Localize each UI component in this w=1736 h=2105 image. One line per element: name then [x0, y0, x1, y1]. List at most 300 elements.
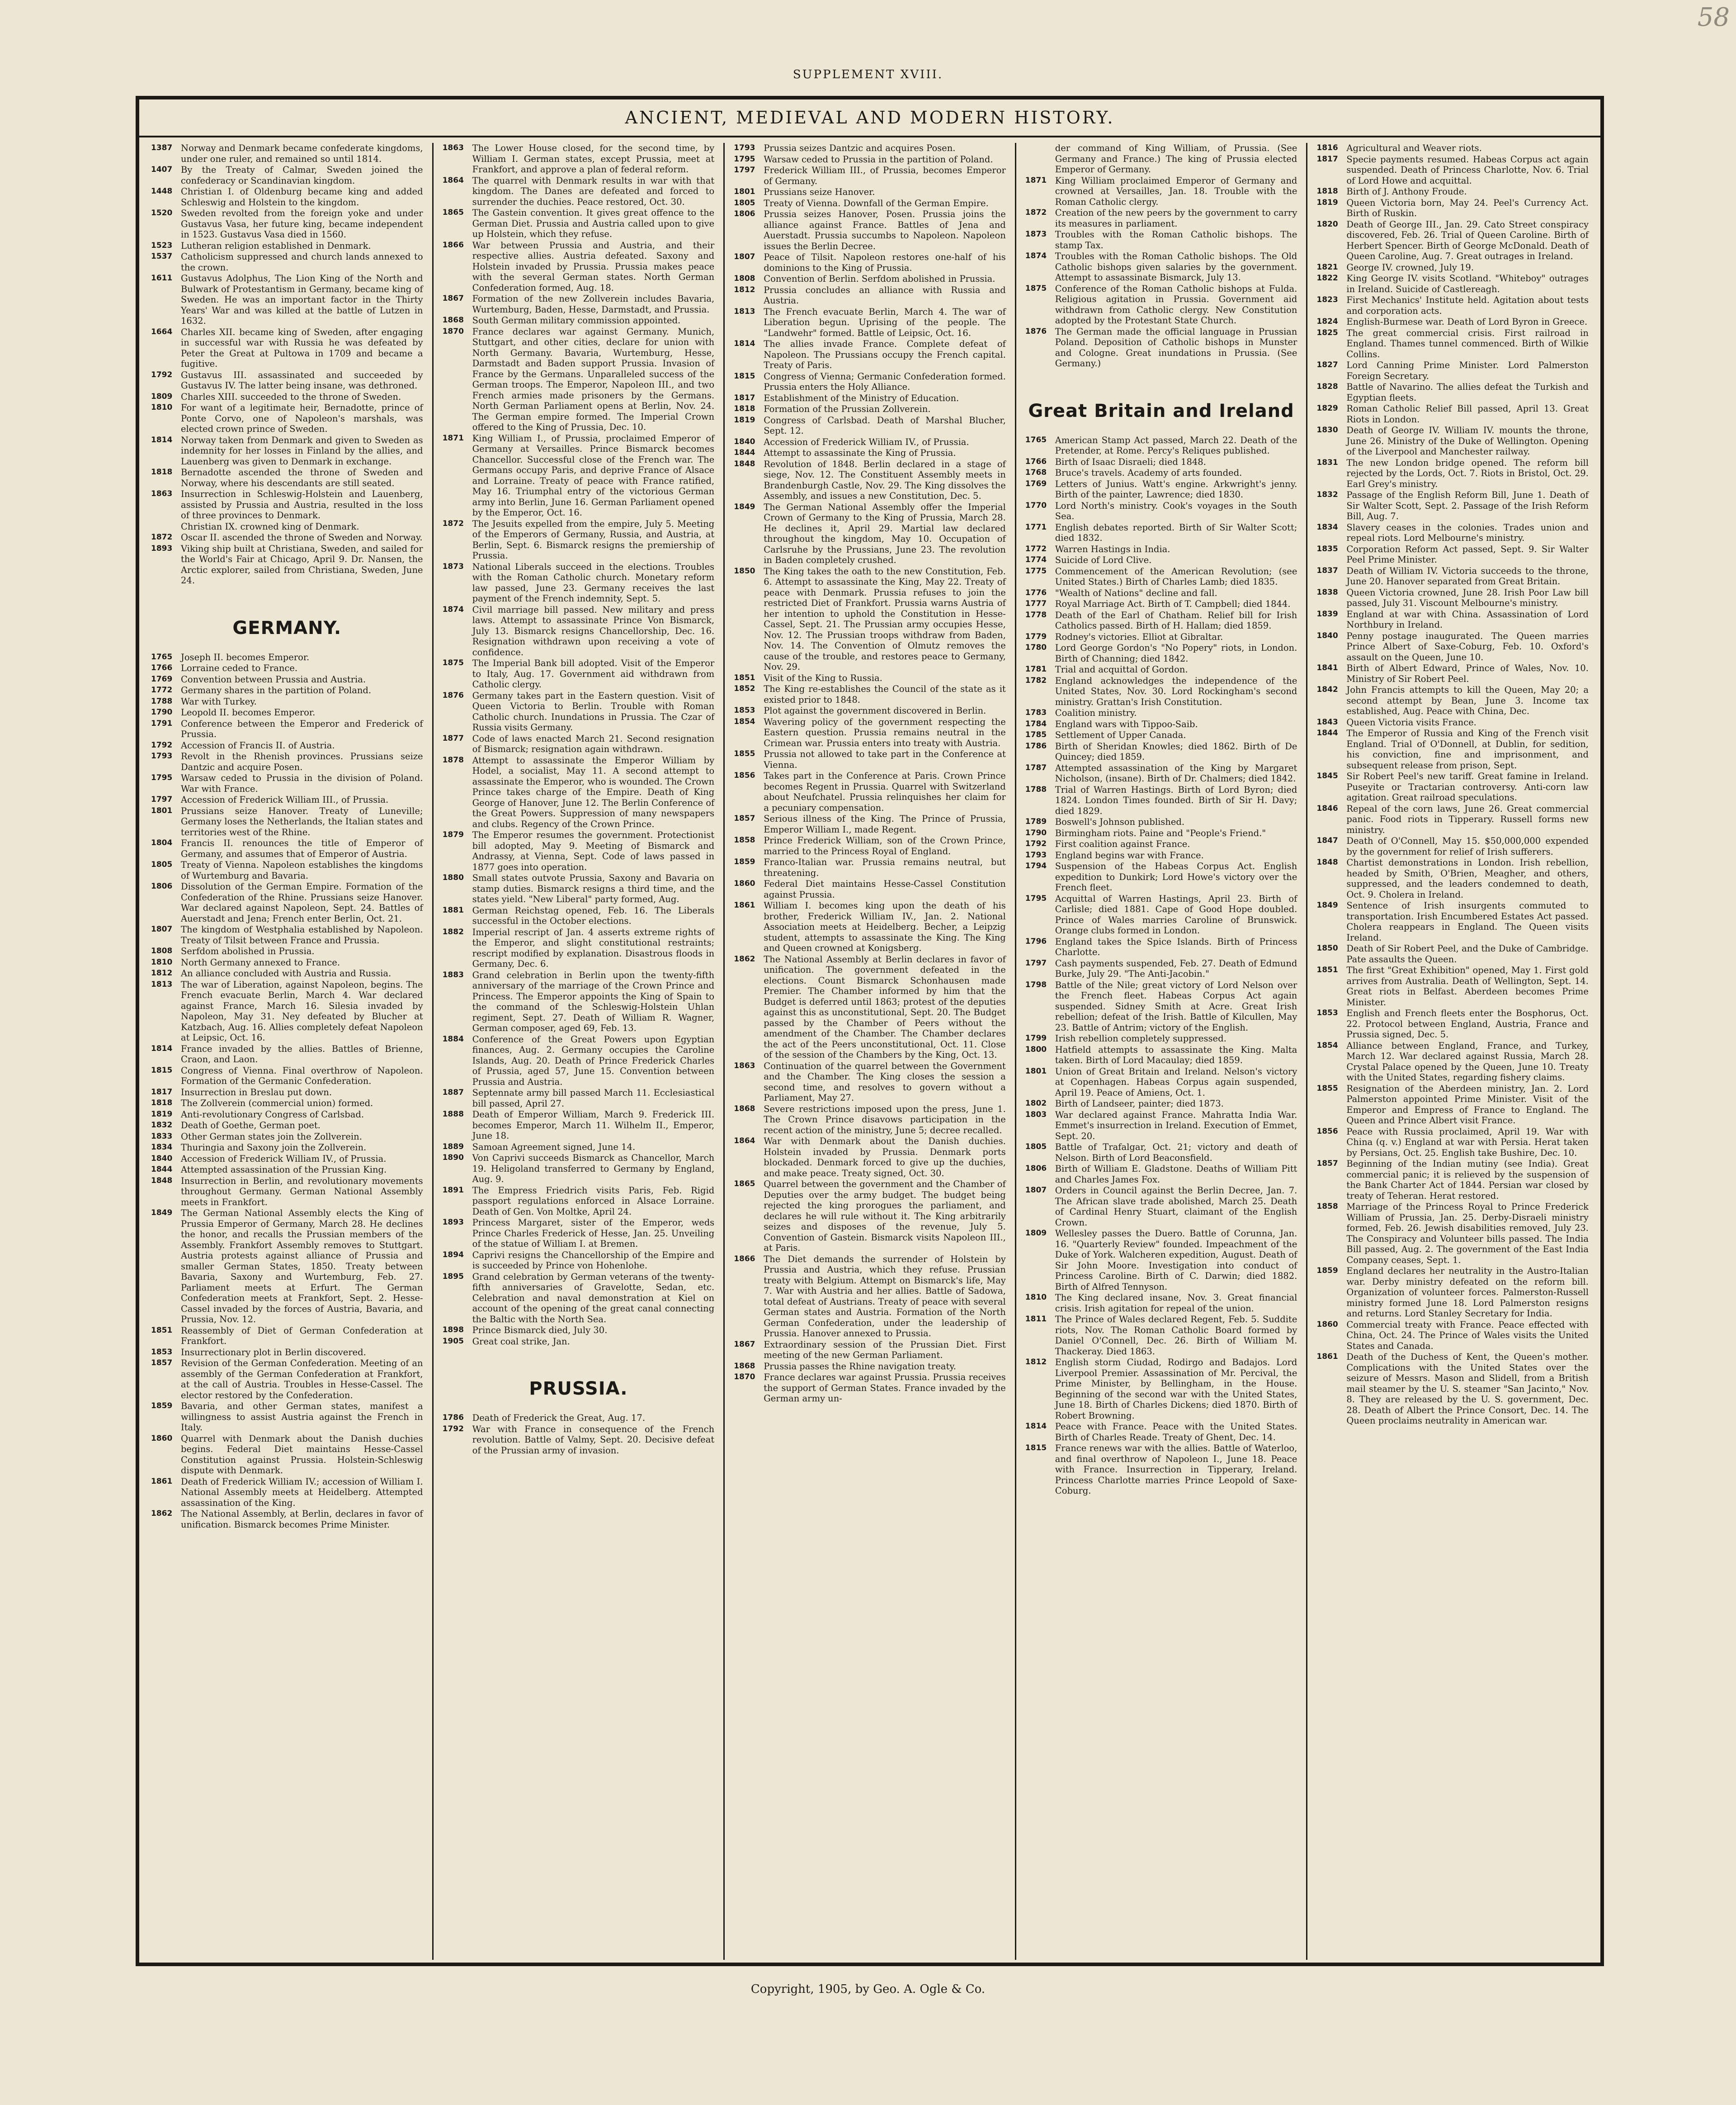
entry-text: Conference of the Great Powers upon Egyptian finances, Aug. 2. Germany occupies the Caroline Islands, Aug. 20. Death of Prince Frederick Charles of Prussia, aged 57, June 15. Convention between Prussia and Austria. [472, 1034, 715, 1087]
entry-text: Caprivi resigns the Chancellorship of the Empire and is succeeded by Prince von Hohenlohe. [472, 1249, 715, 1271]
history-entry [151, 652, 423, 663]
history-entry [443, 691, 715, 733]
entry-year: 1838 [1316, 587, 1338, 597]
entry-year: 1857 [734, 814, 755, 823]
history-entry [1316, 857, 1589, 900]
history-entry [151, 1347, 423, 1358]
entry-year: 1819 [151, 1109, 173, 1119]
entry-text: George IV. crowned, July 19. [1346, 262, 1474, 273]
entry-text: Attempted assassination of the King by Margaret Nicholson, (insane). Birth of Dr. Chalmers; died 1842. [1055, 762, 1297, 784]
history-entry [443, 175, 715, 208]
history-entry [151, 521, 423, 532]
entry-year: 1867 [442, 294, 464, 303]
history-entry [734, 154, 1006, 165]
entry-year: 1769 [1025, 479, 1047, 488]
entry-year: 1889 [442, 1142, 464, 1151]
history-entry [443, 830, 715, 872]
history-entry [151, 1142, 423, 1153]
entry-text: English storm Ciudad, Rodirgo and Badajos. Lord Liverpool Premier. Assassination of Mr. Percival, the Prime Minister, by Bellingham, in the House. Beginning of the second war with the United States, June 18. Birth of Charles Dickens; died 1870. Birth of Robert Browning. [1055, 1357, 1297, 1421]
history-entry [1025, 861, 1297, 893]
entry-year: 1805 [1025, 1142, 1047, 1151]
entry-text: Battle of Navarino. The allies defeat the Turkish and Egyptian fleets. [1346, 382, 1589, 403]
entry-text: Accession of Francis II. of Austria. [181, 740, 335, 751]
entry-year: 1768 [1025, 468, 1047, 477]
history-entry [151, 924, 423, 946]
history-entry [151, 1401, 423, 1433]
history-entry [1025, 741, 1297, 762]
entry-text: Royal Marriage Act. Birth of T. Campbell; died 1844. [1055, 599, 1291, 609]
entry-text: Anti-revolutionary Congress of Carlsbad. [181, 1109, 364, 1120]
history-entry [1316, 900, 1589, 943]
history-entry [443, 315, 715, 326]
history-entry [1316, 943, 1589, 965]
history-entry [151, 186, 423, 208]
entry-year: 1863 [442, 143, 464, 152]
entry-text: Bavaria, and other German states, manifest a willingness to assist Austria against the French in Italy. [181, 1401, 423, 1433]
entry-text: Attempt to assassinate the Emperor William by Hodel, a socialist, May 11. A second attempt to assassinate the Emperor, who is wounded. The Crown Prince takes charge of the Empire. Death of King George of Hanover, June 12. The Berlin Conference of the Great Powers. Suppression of many newspapers and clubs. Regency of the Crown Prince. [472, 755, 715, 829]
entry-text: English-Burmese war. Death of Lord Byron in Greece. [1346, 317, 1588, 327]
history-entry [1316, 328, 1589, 360]
entry-year: 1795 [1025, 894, 1047, 903]
history-entry [151, 143, 423, 164]
history-entry [1316, 965, 1589, 1008]
history-entry [1025, 326, 1297, 369]
history-entry [443, 519, 715, 561]
entry-text: Lord George Gordon's "No Popery" riots, in London. Birth of Channing; died 1842. [1055, 643, 1297, 664]
history-entry [1025, 251, 1297, 283]
entry-year: 1804 [151, 838, 173, 847]
entry-text: Troubles with the Roman Catholic bishops. The stamp Tax. [1055, 229, 1297, 251]
entry-year: 1891 [442, 1185, 464, 1195]
entry-year: 1856 [734, 771, 755, 780]
entry-text: Chartist demonstrations in London. Irish rebellion, headed by Smith, O'Brien, Meagher, and others, suppressed, and the leaders condemned to death, Oct. 9. Cholera in Ireland. [1346, 857, 1589, 900]
entry-text: Union of Great Britain and Ireland. Nelson's victory at Copenhagen. Habeas Corpus again suspended, April 19. Peace of Amiens, Oct. 1. [1055, 1066, 1297, 1098]
column-3 [725, 143, 1016, 1960]
entry-text: Formation of the Prussian Zollverein. [764, 404, 931, 414]
history-entry [1316, 382, 1589, 403]
history-entry [1316, 609, 1589, 630]
history-entry [1025, 980, 1297, 1033]
entry-text: Prince Bismarck died, July 30. [472, 1325, 608, 1335]
entry-year: 1850 [734, 566, 755, 576]
entry-text: Death of the Duchess of Kent, the Queen's mother. Complications with the United States over the seizure of Messrs. Mason and Slidell, from a British mail steamer by the U. S. steamer "San Jacinto," Nov. 8. They are released by the U. S. government, Dec. 28. Death of Albert the Prince Consort, Dec. 14. The Queen proclaims neutrality in American war. [1346, 1352, 1589, 1426]
entry-text: Letters of Junius. Watt's engine. Arkwright's jenny. Birth of the painter, Lawrence; died 1830. [1055, 478, 1297, 500]
entry-text: The new London bridge opened. The reform bill rejected by the Lords, Oct. 7. Riots in Bristol, Oct. 29. Earl Grey's ministry. [1346, 457, 1589, 489]
history-entry [1025, 839, 1297, 850]
entry-year: 1805 [151, 860, 173, 869]
entry-year: 1786 [442, 1413, 464, 1422]
entry-text: Lutheran religion established in Denmark. [181, 240, 371, 251]
history-entry [151, 1098, 423, 1109]
history-entry [1316, 804, 1589, 836]
history-entry [443, 1142, 715, 1153]
history-entry [1316, 154, 1589, 186]
history-entry [151, 1208, 423, 1325]
entry-text: Orders in Council against the Berlin Decree, Jan. 7. The African slave trade abolished, March 25. Death of Cardinal Henry Stuart, claimant of the English Crown. [1055, 1185, 1297, 1228]
entry-year: 1844 [1316, 728, 1338, 738]
entry-text: "Wealth of Nations" decline and fall. [1055, 587, 1217, 598]
history-entry [151, 1087, 423, 1098]
entry-year: 1849 [1316, 901, 1338, 910]
entry-year: 1806 [734, 209, 755, 218]
history-entry [1025, 1098, 1297, 1109]
entry-text: North Germany annexed to France. [181, 957, 340, 968]
entry-year: 1864 [734, 1136, 755, 1145]
entry-text: England at war with China. Assassination of Lord Northbury in Ireland. [1346, 609, 1589, 630]
entry-text: Grand celebration in Berlin upon the twenty-fifth anniversary of the marriage of the Crown Prince and Princess. The Emperor appoints the King of Spain to the command of the Schleswig-Holstein Uhlan regiment, Sept. 27. Death of William R. Wagner, German composer, aged 69, Feb. 13. [472, 970, 715, 1033]
entry-text: Revolution of 1848. Berlin declared in a stage of siege, Nov. 12. The Constituent Assembly meets in Brandenburgh Castle, Nov. 29. The King dissolves the Assembly, and issues a new Constitution, Dec. 5. [764, 459, 1006, 501]
entry-year: 1865 [442, 208, 464, 217]
history-entry [151, 1131, 423, 1142]
history-entry [1316, 295, 1589, 316]
history-entry [1025, 1421, 1297, 1443]
entry-text: Birth of J. Anthony Froude. [1346, 186, 1467, 197]
entry-text: Prussia seizes Hanover, Posen. Prussia joins the alliance against France. Battles of Jena and Auerstadt. Prussia succumbs to Napoleon. Napoleon issues the Berlin Decree. [764, 209, 1006, 251]
history-entry [734, 274, 1006, 284]
entry-text: Death of Sir Robert Peel, and the Duke of Cambridge. Pate assaults the Queen. [1346, 943, 1589, 965]
entry-text: Visit of the King to Russia. [764, 672, 882, 683]
entry-year: 1870 [442, 326, 464, 336]
entry-year: 1834 [151, 1143, 173, 1152]
entry-year: 1860 [151, 1433, 173, 1443]
history-entry [734, 1254, 1006, 1339]
history-entry [734, 1061, 1006, 1103]
entry-year: 1844 [734, 448, 755, 457]
entry-text: Leopold II. becomes Emperor. [181, 707, 316, 718]
entry-year: 1860 [734, 879, 755, 888]
entry-year: 1790 [151, 708, 173, 717]
entry-text: Death of Emperor William, March 9. Frederick III. becomes Emperor, March 11. Wilhelm II., Emperor, June 18. [472, 1109, 715, 1141]
entry-text: Samoan Agreement signed, June 14. [472, 1141, 636, 1152]
history-entry [734, 1339, 1006, 1361]
entry-year: 1865 [734, 1179, 755, 1188]
history-entry [1025, 1314, 1297, 1357]
entry-text: Congress of Vienna. Final overthrow of Napoleon. Formation of the Germanic Confederation. [181, 1065, 423, 1086]
entry-text: Princess Margaret, sister of the Emperor, weds Prince Charles Frederick of Hesse, Jan. 25. Unveiling of the statue of William I. at Bremen. [472, 1217, 715, 1249]
entry-text: Sentence of Irish insurgents commuted to transportation. Irish Encumbered Estates Act passed. Cholera reappears in England. The Queen visits Ireland. [1346, 900, 1589, 943]
entry-year: 1664 [151, 327, 173, 336]
history-entry [1316, 186, 1589, 197]
column-5 [1307, 143, 1598, 1960]
entry-text: The National Assembly, at Berlin, declares in favor of unification. Bismarck becomes Prime Minister. [181, 1509, 423, 1530]
entry-text: Prussians seize Hanover. Treaty of Luneville; Germany loses the Netherlands, the Italian states and territories west of the Rhine. [181, 805, 423, 837]
entry-year: 1812 [1025, 1358, 1047, 1367]
history-entry [1316, 273, 1589, 294]
entry-text: Prussia not allowed to take part in the Conference at Vienna. [764, 749, 1006, 770]
entry-text: Death of Frederick the Great, Aug. 17. [472, 1413, 646, 1423]
history-entry [443, 326, 715, 433]
history-entry [734, 339, 1006, 371]
page-number: 58 [1697, 3, 1730, 32]
entry-text: Suspension of the Habeas Corpus Act. English expedition to Dunkirk; Lord Howe's victory over the French fleet. [1055, 861, 1297, 893]
entry-year: 1817 [151, 1087, 173, 1097]
history-entry [151, 435, 423, 467]
entry-text: King William I., of Prussia, proclaimed Emperor of Germany at Versailles. Prince Bismarck becomes Chancellor. Successful close of the French war. The Germans occupy Paris, and deprive France of Alsace and Lorraine. Treaty of peace with France ratified, May 16. Triumphal entry of the victorious German army into Berlin, June 16. German Parliament opened by the Emperor, Oct. 16. [472, 433, 715, 518]
entry-text: English debates reported. Birth of Sir Walter Scott; died 1832. [1055, 522, 1297, 543]
entry-text: The Imperial Bank bill adopted. Visit of the Emperor to Italy, Aug. 17. Government aid withdrawn from Catholic clergy. [472, 658, 715, 690]
entry-text: The allies invade France. Complete defeat of Napoleon. The Prussians occupy the French capital. Treaty of Paris. [764, 339, 1006, 370]
entry-year: 1801 [734, 187, 755, 196]
entry-text: The Emperor of Russia and King of the French visit England. Trial of O'Donnell, at Dublin, for sedition, his conviction, fine and imprisonment, and subsequent release from prison, Sept. [1346, 728, 1589, 771]
entry-text: England wars with Tippoo-Saib. [1055, 719, 1198, 729]
entry-text: The Jesuits expelled from the empire, July 5. Meeting of the Emperors of Germany, Russia, and Austria, at Berlin, Sept. 6. Bismarck resigns the premiership of Prussia. [472, 518, 715, 561]
history-entry [734, 502, 1006, 566]
history-entry [151, 532, 423, 543]
history-entry [1025, 522, 1297, 544]
entry-text: England acknowledges the independence of the United States, Nov. 30. Lord Rockingham's second ministry. Grattan's Irish Constitution. [1055, 675, 1297, 707]
entry-text: Prussia seizes Dantzic and acquires Posen. [764, 143, 956, 153]
history-entry [1316, 1083, 1589, 1126]
entry-year: 1880 [442, 873, 464, 882]
history-entry [734, 404, 1006, 415]
entry-year: 1786 [1025, 741, 1047, 751]
entry-year: 1862 [151, 1509, 173, 1518]
entry-text: Small states outvote Prussia, Saxony and Bavaria on stamp duties. Bismarck resigns a third time, and the states yield. "New Liberal" party formed, Aug. [472, 873, 715, 904]
entry-year: 1815 [734, 371, 755, 381]
entry-year: 1829 [1316, 404, 1338, 413]
entry-text: The great commercial crisis. First railroad in England. Thames tunnel commenced. Birth of Wilkie Collins. [1346, 327, 1589, 360]
history-entry [443, 1185, 715, 1217]
entry-text: Joseph II. becomes Emperor. [181, 652, 310, 662]
column-2 [434, 143, 725, 1960]
entry-text: Wavering policy of the government respecting the Eastern question. Prussia remains neutral in the Crimean war. Prussia enters into treaty with Austria. [764, 716, 1006, 748]
section-heading: PRUSSIA. [529, 1378, 628, 1399]
history-entry [1025, 850, 1297, 861]
entry-year: 1808 [151, 946, 173, 956]
history-entry [734, 393, 1006, 404]
entry-year: 1873 [1025, 230, 1047, 239]
history-entry [151, 838, 423, 859]
history-entry [151, 370, 423, 391]
entry-text: National Liberals succeed in the elections. Troubles with the Roman Catholic church. Monetary reform law passed, June 23. Germany receives the last payment of the French indemnity, Sept. 5. [472, 561, 715, 604]
entry-year: 1877 [442, 733, 464, 743]
entry-year: 1810 [1025, 1293, 1047, 1302]
entry-text: Battle of the Nile; great victory of Lord Nelson over the French fleet. Habeas Corpus Act again suspended. Sidney Smith at Acre. Great Irish rebellion; defeat of the Irish. Battle of Kilcullen, May 23. Battle of Antrim; victory of the English. [1055, 979, 1297, 1033]
entry-text: Repeal of the corn laws, June 26. Great commercial panic. Food riots in Tipperary. Russell forms new ministry. [1346, 803, 1589, 835]
entry-text: Slavery ceases in the colonies. Trades union and repeal riots. Lord Melbourne's ministry. [1346, 522, 1589, 543]
entry-year: 1811 [1025, 1315, 1047, 1324]
entry-text: Christian IX. crowned king of Denmark. [181, 521, 359, 532]
entry-year: 1770 [1025, 501, 1047, 510]
history-entry [151, 392, 423, 402]
entry-year: 1870 [734, 1372, 755, 1381]
entry-year: 1863 [151, 489, 173, 498]
entry-year: 1858 [734, 836, 755, 845]
entry-text: King William proclaimed Emperor of Germany and crowned at Versailles, Jan. 18. Trouble with the Roman Catholic clergy. [1055, 175, 1297, 207]
entry-text: Peace of Tilsit. Napoleon restores one-half of his dominions to the King of Prussia. [764, 252, 1006, 273]
entry-year: 1765 [1025, 435, 1047, 445]
history-entry [151, 663, 423, 674]
history-entry [443, 873, 715, 905]
entry-text: An alliance concluded with Austria and Russia. [181, 968, 392, 979]
history-entry [443, 1272, 715, 1325]
entry-year: 1840 [151, 1154, 173, 1163]
section-heading: Great Britain and Ireland [1028, 400, 1294, 421]
entry-text: By the Treaty of Calmar, Sweden joined the confederacy or Scandinavian kingdom. [181, 165, 423, 186]
entry-year: 1845 [1316, 771, 1338, 781]
history-entry [151, 1164, 423, 1175]
history-entry [1316, 836, 1589, 857]
entry-text: Roman Catholic Relief Bill passed, April 13. Great Riots in London. [1346, 403, 1589, 425]
history-entry [151, 696, 423, 707]
history-entry [151, 1044, 423, 1065]
entry-year: 1791 [151, 719, 173, 728]
entry-year: 1813 [734, 307, 755, 316]
history-entry [151, 1433, 423, 1476]
entry-year: 1794 [1025, 861, 1047, 870]
entry-text: Insurrectionary plot in Berlin discovered. [181, 1347, 366, 1358]
entry-text: Prussia passes the Rhine navigation treaty. [764, 1361, 956, 1372]
entry-text: Charles XII. became king of Sweden, after engaging in successful war with Russia he was defeated by Peter the Great at Pultowa in 1709 and became a fugitive. [181, 326, 423, 369]
entry-year: 1783 [1025, 708, 1047, 717]
entry-text: Bruce's travels. Academy of arts founded. [1055, 468, 1242, 478]
entry-year: 1816 [1316, 143, 1338, 152]
history-entry [1025, 730, 1297, 741]
history-entry [1025, 610, 1297, 631]
entry-year: 1523 [151, 241, 173, 250]
history-entry [734, 566, 1006, 672]
history-entry [734, 814, 1006, 835]
history-entry [1025, 937, 1297, 958]
history-entry [151, 881, 423, 924]
history-entry [1316, 544, 1589, 565]
entry-text: First Mechanics' Institute held. Agitation about tests and corporation acts. [1346, 295, 1589, 316]
entry-year: 1788 [151, 696, 173, 706]
entry-year: 1812 [734, 285, 755, 294]
history-entry [734, 879, 1006, 900]
entry-text: The German National Assembly elects the King of Prussia Emperor of Germany, March 28. He declines the honor, and recalls the Prussian members of the Assembly. Frankfort Assembly removes to Stuttgart. Austria protests against alliance of Prussia and smaller German States, 1850. Treaty between Bavaria, Saxony and Wurtemburg, Feb. 27. Parliament meets at Erfurt. The German Confederation meets at Frankfort, Sept. 2. Hesse-Cassel invaded by the forces of Austria, Bavaria, and Prussia, Nov. 12. [181, 1208, 423, 1324]
history-entry [151, 1325, 423, 1347]
history-entry [1025, 1164, 1297, 1185]
history-entry [151, 273, 423, 326]
history-entry [1025, 175, 1297, 208]
history-entry [151, 165, 423, 186]
history-entry [443, 562, 715, 604]
history-entry [1025, 566, 1297, 587]
history-entry [734, 1372, 1006, 1404]
history-entry [1316, 1041, 1589, 1083]
entry-year: 1883 [442, 970, 464, 979]
history-entry [151, 773, 423, 794]
entry-text: Death of the Earl of Chatham. Relief bill for Irish Catholics passed. Birth of H. Hallam; died 1859. [1055, 610, 1297, 631]
history-entry [443, 1424, 715, 1456]
history-entry [1025, 501, 1297, 522]
entry-year: 1858 [1316, 1202, 1338, 1211]
entry-year: 1863 [734, 1061, 755, 1070]
entry-year: 1780 [1025, 643, 1047, 652]
entry-text: Francis II. renounces the title of Emperor of Germany, and assumes that of Emperor of Austria. [181, 838, 423, 859]
history-entry [1025, 958, 1297, 979]
entry-year: 1787 [1025, 763, 1047, 772]
history-entry [734, 717, 1006, 749]
history-entry [443, 1109, 715, 1141]
entry-year: 1868 [734, 1104, 755, 1113]
history-entry [1025, 643, 1297, 664]
history-entry [151, 544, 423, 586]
history-entry [1316, 262, 1589, 273]
entry-text: Penny postage inaugurated. The Queen marries Prince Albert of Saxe-Coburg, Feb. 10. Oxford's assault on the Queen, June 10. [1346, 630, 1589, 662]
columns [142, 143, 1598, 1960]
history-entry [1025, 457, 1297, 468]
entry-year: 1888 [442, 1110, 464, 1119]
entry-year: 1895 [442, 1272, 464, 1281]
entry-year: 1825 [1316, 328, 1338, 337]
entry-text: Suicide of Lord Clive. [1055, 555, 1152, 565]
entry-year [151, 521, 181, 532]
history-entry [151, 489, 423, 521]
history-entry [151, 719, 423, 740]
entry-year: 1854 [1316, 1041, 1338, 1050]
entry-year: 1774 [1025, 555, 1047, 564]
entry-text: Attempt to assassinate the King of Prussia. [764, 448, 956, 458]
entry-text: Serious illness of the King. The Prince of Prussia, Emperor William I., made Regent. [764, 814, 1006, 835]
entry-year: 1878 [442, 755, 464, 765]
entry-year: 1766 [1025, 457, 1047, 466]
entry-text: Congress of Carlsbad. Death of Marshal Blucher, Sept. 12. [764, 415, 1006, 436]
entry-year: 1857 [151, 1358, 173, 1367]
entry-year: 1851 [734, 673, 755, 682]
entry-text: Insurrection in Breslau put down. [181, 1087, 332, 1097]
history-entry [1025, 1443, 1297, 1496]
entry-year: 1819 [734, 415, 755, 425]
entry-text: Revolt in the Rhenish provinces. Prussians seize Dantzic and acquire Posen. [181, 751, 423, 772]
entry-year: 1805 [734, 198, 755, 208]
entry-text: Irish rebellion completely suppressed. [1055, 1033, 1227, 1044]
entry-year: 1890 [442, 1153, 464, 1162]
page-title: ANCIENT, MEDIEVAL AND MODERN HISTORY. [139, 99, 1600, 137]
entry-year: 1848 [734, 459, 755, 468]
entry-year: 1520 [151, 208, 173, 218]
history-entry [151, 467, 423, 488]
entry-text: Resignation of the Aberdeen ministry, Jan. 2. Lord Palmerston appointed Prime Minister. Visit of the Emperor and Empress of France to England. The Queen and Prince Albert visit France. [1346, 1083, 1589, 1126]
entry-year: 1793 [151, 752, 173, 761]
history-entry [1025, 479, 1297, 500]
history-entry [734, 1136, 1006, 1178]
entry-text: Revision of the German Confederation. Meeting of an assembly of the German Confederation at Frankfort, at the call of Austria. Troubles in Hesse-Cassel. The elector restored by the Confederation. [181, 1358, 423, 1400]
entry-year: 1797 [151, 795, 173, 804]
entry-text: War with Turkey. [181, 696, 257, 707]
entry-text: France declares war against Prussia. Prussia receives the support of German States. France invaded by the German army un- [764, 1372, 1006, 1404]
history-entry [1025, 763, 1297, 784]
entry-text: Passage of the English Reform Bill, June 1. Death of Sir Walter Scott, Sept. 2. Passage of the Irish Reform Bill, Aug. 7. [1346, 490, 1589, 521]
history-entry [1025, 1045, 1297, 1066]
history-entry [734, 684, 1006, 705]
entry-text: England begins war with France. [1055, 850, 1204, 861]
entry-year: 1806 [1025, 1164, 1047, 1173]
entry-text: Other German states join the Zollverein. [181, 1131, 362, 1142]
history-entry [443, 1088, 715, 1109]
history-entry [1316, 403, 1589, 425]
entry-text: First coalition against France. [1055, 839, 1190, 849]
entry-text: Queen Victoria born, May 24. Peel's Currency Act. Birth of Ruskin. [1346, 197, 1589, 218]
entry-text: Insurrection in Berlin, and revolutionary movements throughout Germany. German National Assembly meets in Frankfort. [181, 1175, 423, 1207]
entry-year: 1815 [1025, 1443, 1047, 1452]
entry-year: 1788 [1025, 785, 1047, 794]
entry-year: 1867 [734, 1339, 755, 1349]
history-entry [1025, 208, 1297, 229]
history-entry [1025, 708, 1297, 719]
entry-text: Accession of Frederick William IV., of Prussia. [181, 1153, 387, 1164]
entry-text: Imperial rescript of Jan. 4 asserts extreme rights of the Emperor, and slight constitutional restraints; rescript modified by explanation. Disastrous floods in Germany, Dec. 6. [472, 927, 715, 969]
history-entry [443, 605, 715, 658]
entry-text: Attempted assassination of the Prussian King. [181, 1164, 387, 1175]
entry-year: 1872 [442, 519, 464, 528]
entry-text: Treaty of Vienna. Downfall of the German Empire. [764, 198, 989, 208]
entry-text: Severe restrictions imposed upon the press, June 1. The Crown Prince disavows participation in the recent action of the ministry, June 5; decree recalled. [764, 1103, 1006, 1135]
entry-text: American Stamp Act passed, March 22. Death of the Pretender, at Rome. Percy's Reliques published. [1055, 435, 1297, 456]
history-entry [734, 857, 1006, 878]
entry-text: Norway taken from Denmark and given to Sweden as indemnity for her losses in Finland by the allies, and Lauenberg was given to Denmark in exchange. [181, 435, 423, 467]
